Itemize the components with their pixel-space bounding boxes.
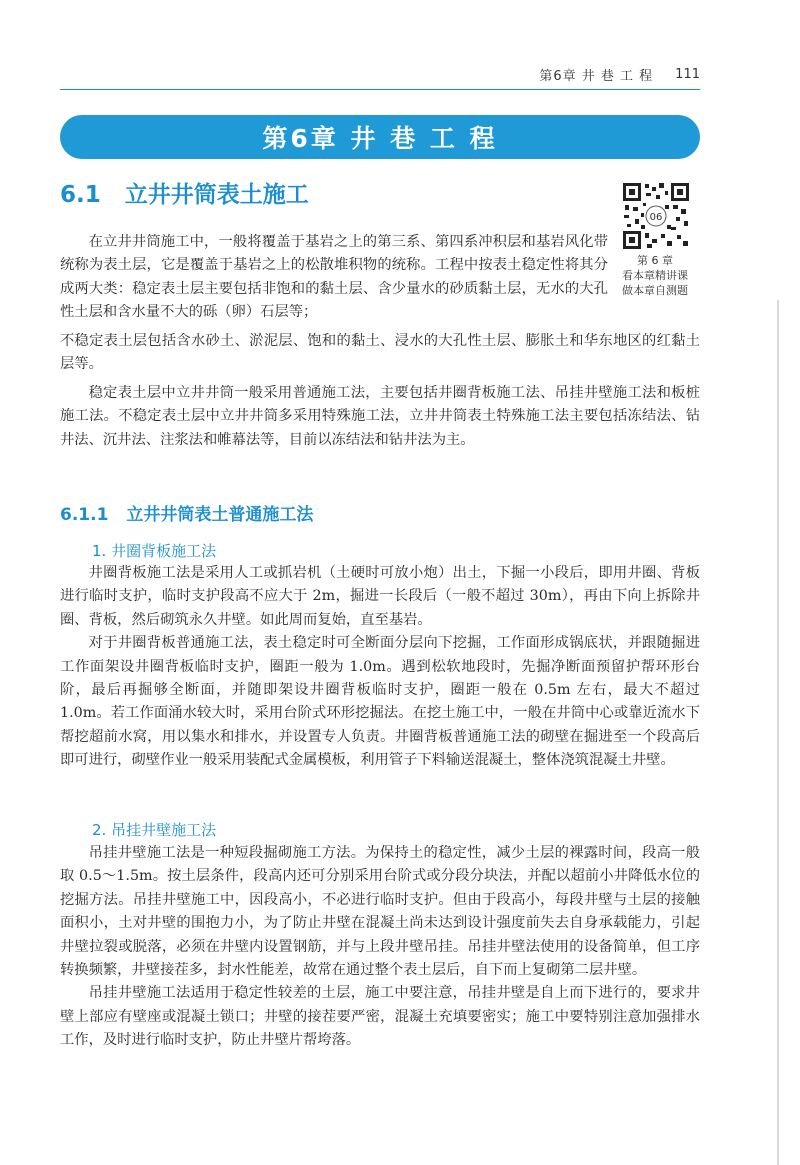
qr-caption-line: 看本章精讲课 xyxy=(622,269,688,282)
section-heading xyxy=(60,176,309,209)
chapter-banner xyxy=(60,115,700,159)
method-2-title: 2. 吊挂井壁施工法 xyxy=(92,821,217,839)
intro-paragraph-3 xyxy=(60,382,700,452)
chapter-title: 第6章 井 巷 工 程 xyxy=(262,124,498,153)
method-2-body xyxy=(60,842,700,1053)
page-number: 111 xyxy=(675,66,700,82)
subsection-title: 立井井筒表土普通施工法 xyxy=(126,505,314,525)
paragraph: 在立井井筒施工中，一般将覆盖于基岩之上的第三系、第四系冲积层和基岩风化带统称为表土层，它是覆盖于基岩之上的松散堆积物的统称。工程中按表土稳定性将其分成两大类：稳定表土层主要包括非饱和的黏土层、含少量水的砂质黏土层，无水的大孔性土层和含水量不大的砾（卵）石层等； xyxy=(60,234,608,321)
paragraph: 稳定表土层中立井井筒一般采用普通施工法，主要包括井圈背板施工法、吊挂井壁施工法和板桩施工法。不稳定表土层中立井井筒多采用特殊施工法，立井井筒表土特殊施工法主要包括冻结法、钻井法、沉井法、注浆法和帷幕法等，目前以冻结法和钻井法为主。 xyxy=(60,385,700,448)
paragraph: 吊挂井壁施工法是一种短段掘砌施工方法。为保持土的稳定性，减少土层的裸露时间，段高一般取 0.5～1.5m。按土层条件，段高内还可分别采用台阶式或分段分块法，并配以超前小井降低水位的挖掘方法。吊挂井壁施工中，因段高小，不必进行临时支护。但由于段高小，每段井壁与土层的接触面积小，土对井壁的围抱力小，为了防止井壁在混凝土尚未达到设计强度前失去自身承载能力，引起井壁拉裂或脱落，必须在井壁内设置钢筋，并与上段井壁吊挂。吊挂井壁法使用的设备简单，但工序转换频繁，井壁接茬多，封水性能差，故常在通过整个表土层后，自下而上复砌第二层井壁。 xyxy=(60,845,700,979)
section-number: 6.1 xyxy=(60,182,101,208)
subsection-heading xyxy=(60,500,313,525)
qr-caption-line: 做本章自测题 xyxy=(622,284,688,297)
paragraph: 不稳定表土层包括含水砂土、淤泥层、饱和的黏土、浸水的大孔性土层、膨胀土和华东地区的红黏土层等。 xyxy=(60,333,700,373)
running-header xyxy=(60,60,700,88)
running-header-chapter: 第6章 井 巷 工 程 xyxy=(539,68,654,84)
qr-center-label: 06 xyxy=(649,212,663,223)
paragraph: 井圈背板施工法是采用人工或抓岩机（土硬时可放小炮）出土，下掘一小段后，即用井圈、背板进行临时支护，临时支护段高不应大于 2m，掘进一长段后（一般不超过 30m），再由下向上拆除井圈、背板，然后砌筑永久井壁。如此周而复始，直至基岩。 xyxy=(60,565,700,628)
qr-caption-line: 第 6 章 xyxy=(637,254,673,267)
qr-code-icon[interactable] xyxy=(621,181,691,251)
paragraph: 对于井圈背板普通施工法，表土稳定时可全断面分层向下挖掘，工作面形成锅底状，并跟随掘进工作面架设井圈背板临时支护，圈距一般为 1.0m。遇到松软地段时，先掘净断面预留护帮环形台阶，最后再掘够全断面，并随即架设井圈背板临时支护，圈距一般在 0.5m 左右，最大不超过 1.0m。若工作面涌水较大时，采用台阶式环形挖掘法。在挖土施工中，一般在井筒中心或靠近流水下帮挖超前水窝，用以集水和排水，并设置专人负责。井圈背板普通施工法的砌壁在掘进至一个段高后即可进行，砌壁作业一般采用装配式金属模板，利用管子下料输送混凝土，整体浇筑混凝土井壁。 xyxy=(60,635,700,769)
section-title: 立井井筒表土施工 xyxy=(124,182,309,208)
page-edge-line xyxy=(777,300,779,1165)
method-1-title: 1. 井圈背板施工法 xyxy=(92,542,217,560)
method-1-body xyxy=(60,562,700,773)
qr-caption xyxy=(603,253,707,298)
header-rule xyxy=(60,89,700,90)
intro-paragraph-2 xyxy=(60,330,700,377)
intro-paragraph-1 xyxy=(60,231,608,325)
subsection-number: 6.1.1 xyxy=(60,505,109,525)
paragraph: 吊挂井壁施工法适用于稳定性较差的土层，施工中要注意，吊挂井壁是自上而下进行的，要求井壁上部应有壁座或混凝土锁口；井壁的接茬要严密，混凝土充填要密实；施工中要特别注意加强排水工作，及时进行临时支护，防止井壁片帮垮落。 xyxy=(60,985,700,1049)
